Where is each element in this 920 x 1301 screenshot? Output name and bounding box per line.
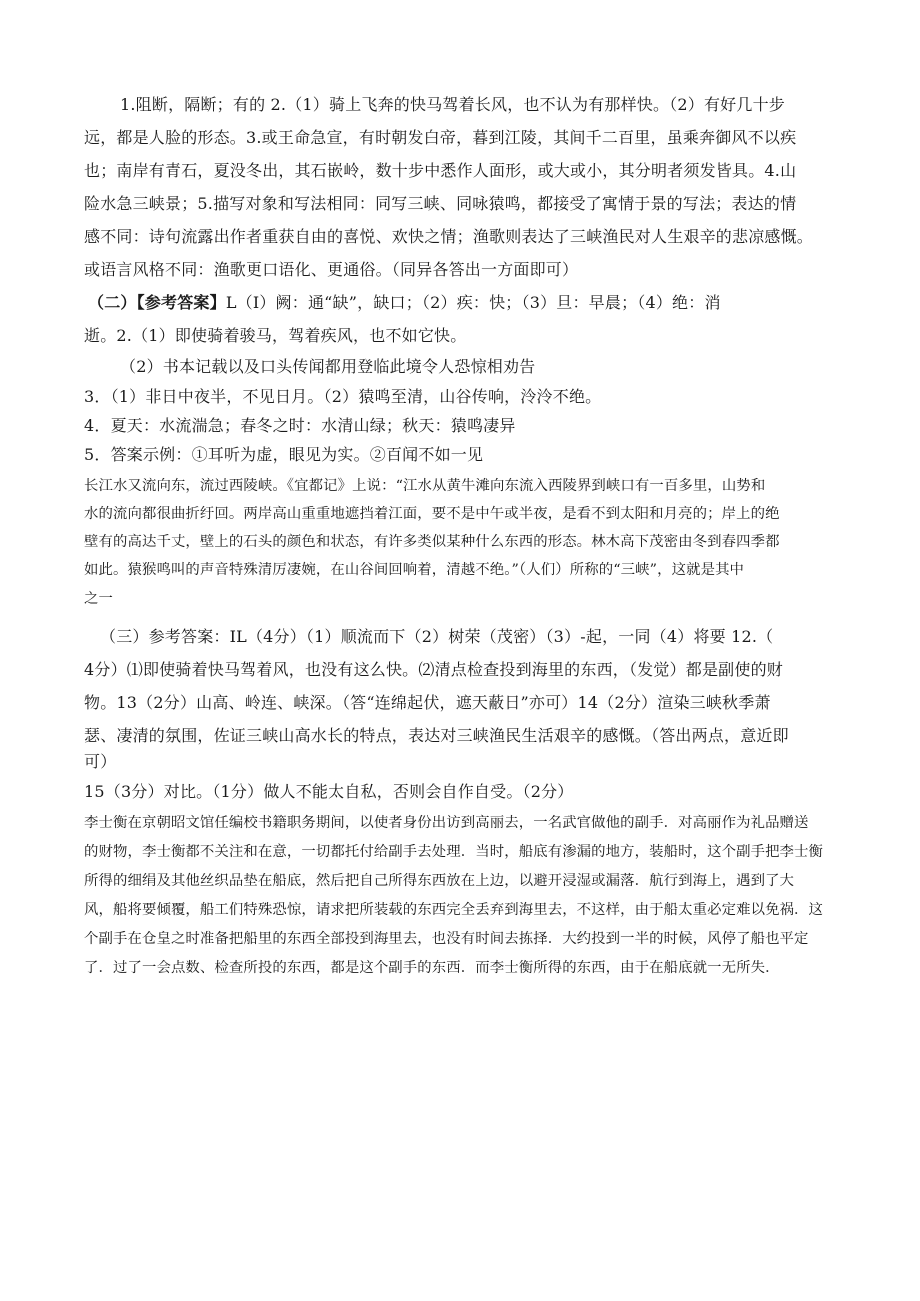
section3-line-3: 物。13（2分）山高、岭连、峡深。（答“连绵起伏，遮天蔽日”亦可）14（2分）渲染三峡秋季萧 — [84, 693, 771, 712]
section3-translation-4: 风，船将要倾覆，船工们特殊恐惊，请求把所装载的东西完全丢弃到海里去，不这样，由于船太重必定难以免祸．这 — [84, 902, 824, 918]
section3-line-1: （三）参考答案：IL（4分）（1）顺流而下（2）树荣（茂密）（3）-起，一同（4）将要 12.（ — [100, 627, 774, 646]
section2-translation-3: 壁有的高达千丈，壁上的石头的颜色和状态，有许多类似某种什么东西的形态。林木高下茂密由冬到春四季都 — [84, 534, 780, 550]
section1-line-6: 或语言风格不同：渔歌更口语化、更通俗。（同异各答出一方面即可） — [84, 260, 579, 279]
section3-translation-5: 个副手在仓皇之时准备把船里的东西全部投到海里去，也没有时间去拣择．大约投到一半的时候，风停了船也平定 — [84, 931, 809, 947]
section2-translation-1: 长江水又流向东，流过西陵峡。《宜都记》上说：“江水从黄牛滩向东流入西陵界到峡口有一百多里，山势和 — [84, 478, 766, 494]
section3-line-4: 瑟、凄清的氛围，佐证三峡山高水长的特点，表达对三峡渔民生活艰辛的感慨。（答出两点，意近即 — [84, 726, 789, 745]
section3-line-2: 4分）⑴即使骑着快马驾着风，也没有这么快。⑵清点检查投到海里的东西，（发觉）都是副使的财 — [84, 660, 783, 679]
section3-translation-6: 了．过了一会点数、检查所投的东西，都是这个副手的东西．而李士衡所得的东西，由于在船底就一无所失． — [84, 960, 780, 976]
section1-line-4: 险水急三峡景；5.描写对象和写法相同：同写三峡、同咏猿鸣，都接受了寓情于景的写法；表达的情 — [84, 194, 797, 213]
section3-translation-2: 的财物，李士衡都不关注和在意，一切都托付给副手去处理．当时，船底有渗漏的地方，装船时，这个副手把李士衡 — [84, 844, 824, 860]
section2-translation-5: 之一 — [84, 591, 113, 607]
section3-translation-3: 所得的细绢及其他丝织品垫在船底，然后把自己所得东西放在上边，以避开浸湿或漏落．航行到海上，遇到了大 — [84, 873, 795, 889]
section2-translation-2: 水的流向都很曲折纡回。两岸高山重重地遮挡着江面，要不是中午或半夜，是看不到太阳和月亮的；岸上的绝 — [84, 506, 780, 522]
section2-heading: （二）【参考答案】 — [88, 293, 226, 312]
section2-translation-4: 如此。猿猴鸣叫的声音特殊清厉凄婉，在山谷间回响着，清越不绝。”（人们）所称的“三峡”，这就是其中 — [84, 562, 745, 578]
section3-translation-1: 李士衡在京朝昭文馆任编校书籍职务期间，以使者身份出访到高丽去，一名武官做他的副手．对高丽作为礼品赠送 — [84, 815, 809, 831]
section1-line-2: 远，都是人脸的形态。3.或王命急宣，有时朝发白帝，暮到江陵，其间千二百里，虽乘奔御风不以疾 — [84, 128, 797, 147]
section3-line-5: 可） — [84, 752, 117, 771]
section1-line-1: 1.阻断，隔断；有的 2.（1）骑上飞奔的快马驾着长风，也不认为有那样快。（2）有好几十步 — [120, 95, 785, 114]
section2-line-1 — [88, 293, 858, 313]
section1-line-3: 也；南岸有青石，夏没冬出，其石嵌岭，数十步中悉作人面形，或大或小，其分明者须发皆具。4.山 — [84, 161, 797, 180]
section2-line-6: 5．答案示例：①耳听为虚，眼见为实。②百闻不如一见 — [84, 445, 484, 464]
section2-line-1-text: L（I）阙：通“缺”，缺口；（2）疾：快；（3）旦：早晨；（4）绝：消 — [225, 293, 721, 312]
section2-line-5: 4．夏天：水流湍急；春冬之时：水清山绿；秋天：猿鸣凄异 — [84, 416, 516, 435]
section2-line-3: （2）书本记载以及口头传闻都用登临此境令人恐惊相劝告 — [120, 357, 536, 376]
section2-line-2: 逝。2.（1）即使骑着骏马，驾着疾风，也不如它快。 — [84, 326, 467, 345]
section2-line-4: 3．（1）非日中夜半，不见日月。（2）猿鸣至清，山谷传响，泠泠不绝。 — [84, 387, 602, 406]
section1-line-5: 感不同：诗句流露出作者重获自由的喜悦、欢快之情；渔歌则表达了三峡渔民对人生艰辛的悲凉感慨。 — [84, 227, 814, 246]
section3-line-6: 15（3分）对比。（1分）做人不能太自私，否则会自作自受。（2分） — [84, 782, 574, 801]
